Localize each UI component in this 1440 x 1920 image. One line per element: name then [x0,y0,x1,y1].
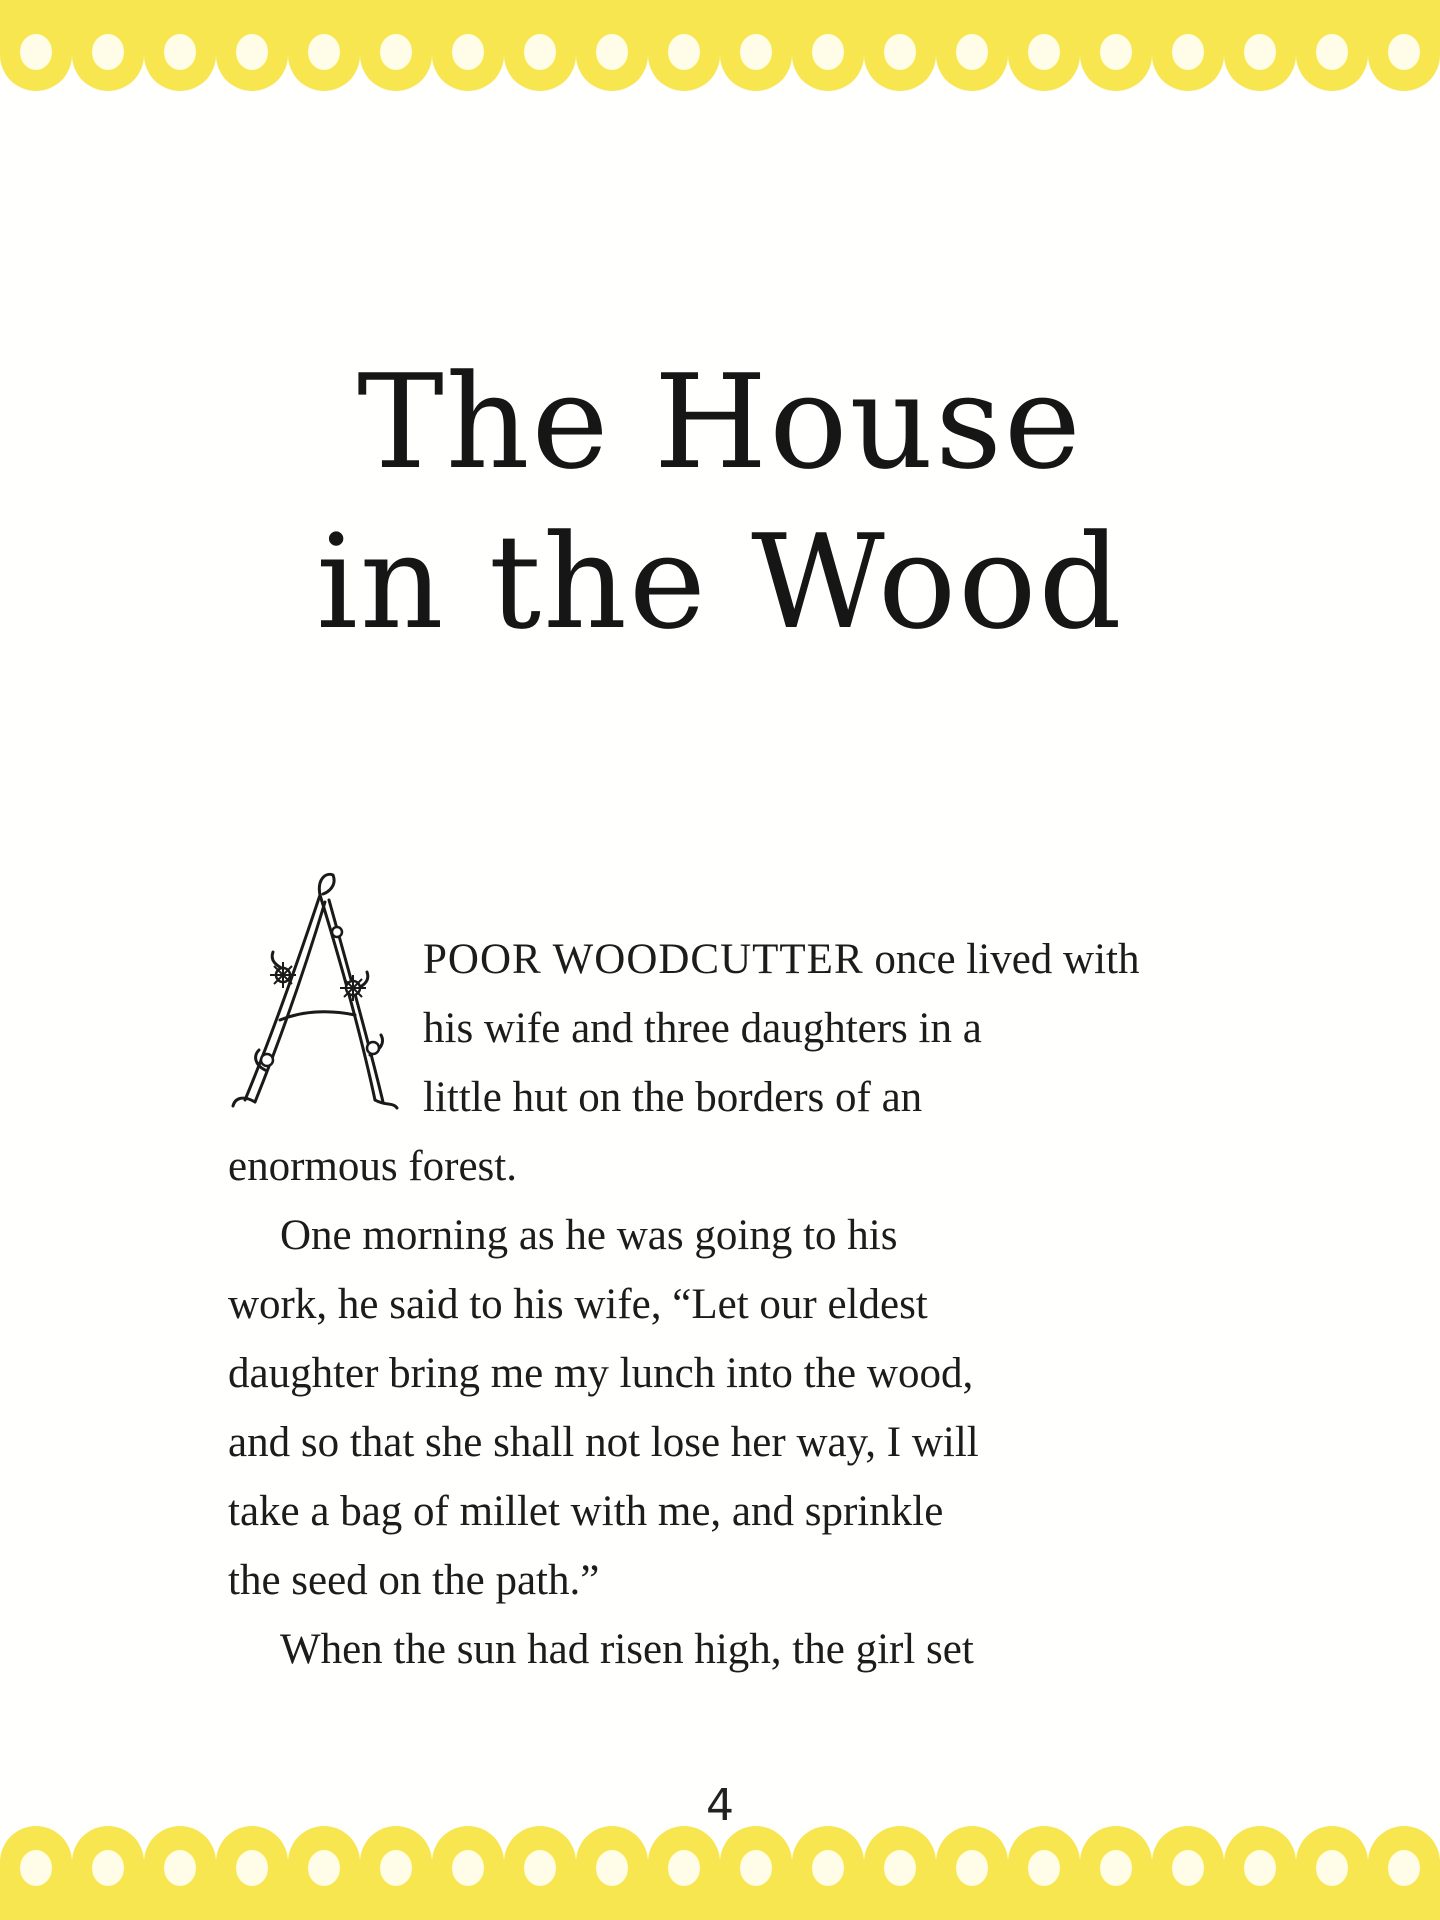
text-line-4: enormous forest. [228,1143,517,1190]
text-line-9: take a bag of millet with me, and sprinkle [228,1488,944,1535]
story-title [0,342,1440,662]
text-line-1 [228,925,1248,994]
text-line-6: work, he said to his wife, “Let our eldest [228,1281,928,1328]
title-line-2: in the Wood [316,506,1124,659]
page-number: 4 [706,1780,734,1831]
text-line-3: little hut on the borders of an [423,1074,923,1121]
text-line-11: When the sun had risen high, the girl set [280,1626,974,1673]
lace-border-bottom [0,1820,1440,1920]
line-1-rest: once lived with [863,936,1140,983]
text-line-8: and so that she shall not lose her way, I will [228,1419,979,1466]
lace-border-top [0,0,1440,110]
title-line-1: The House [357,346,1083,499]
text-line-10: the seed on the path.” [228,1557,600,1604]
text-line-7: daughter bring me my lunch into the wood, [228,1350,974,1397]
text-line-5: One morning as he was going to his [280,1212,898,1259]
lead-smallcaps: POOR WOODCUTTER [423,936,864,983]
text-line-2: his wife and three daughters in a [423,1005,982,1052]
story-body-text [228,925,1248,1684]
